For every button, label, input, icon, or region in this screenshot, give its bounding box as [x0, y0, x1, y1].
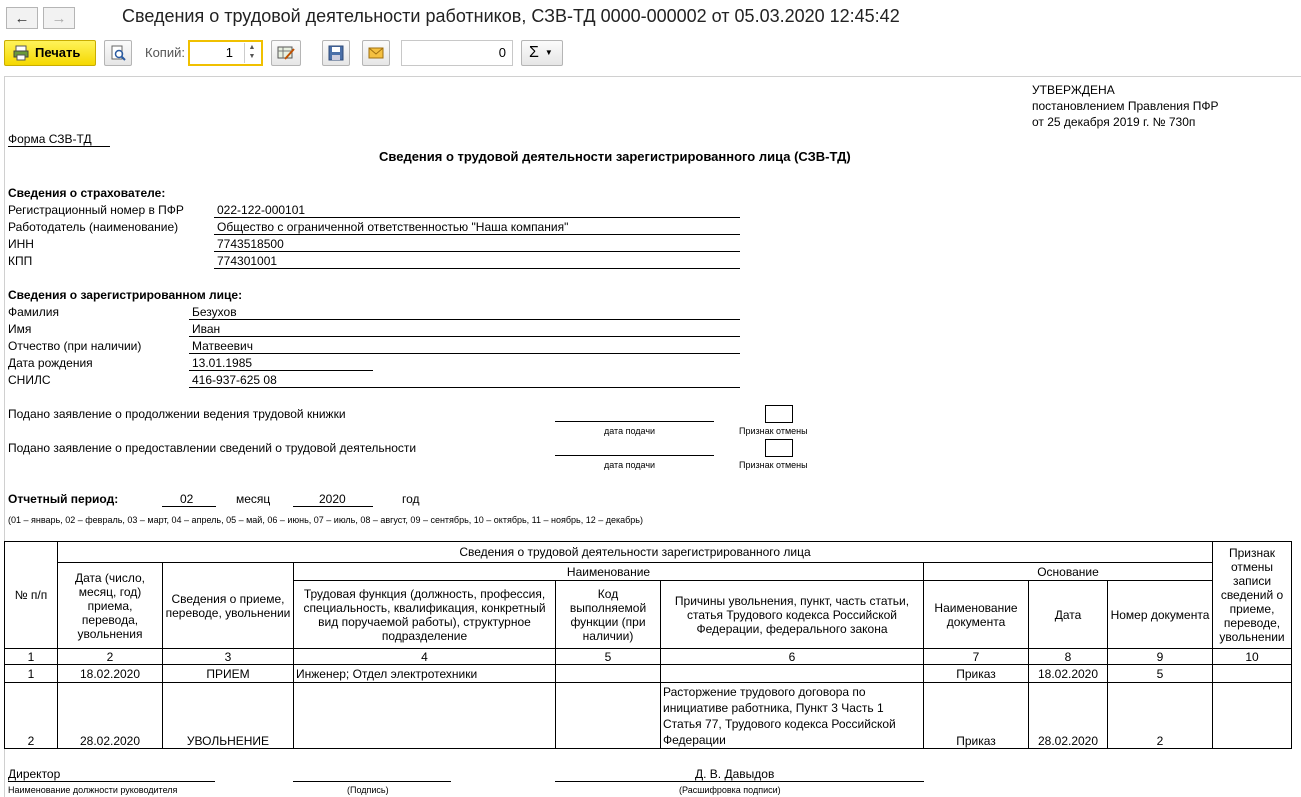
signer-name: Д. В. Давыдов — [695, 767, 775, 781]
signature-line — [293, 781, 451, 782]
period-hint: (01 – январь, 02 – февраль, 03 – март, 04 – апрель, 05 – май, 06 – июнь, 07 – июль, 08 – август, 09 – сентябрь, 10 – октябрь, 11 – ноябрь, 12 – декабрь) — [8, 515, 643, 525]
signature-caption: (Подпись) — [347, 785, 389, 795]
header-doc-name: Наименование документа — [924, 581, 1029, 649]
application-1-date-line — [555, 421, 714, 422]
col-num: 4 — [294, 649, 556, 665]
underline — [214, 217, 740, 218]
back-button[interactable] — [6, 7, 38, 29]
period-month: 02 — [180, 492, 194, 506]
row-doc-date: 18.02.2020 — [1029, 665, 1108, 683]
forward-button[interactable] — [43, 7, 75, 29]
header-name: Наименование — [294, 563, 924, 581]
employer-label: Работодатель (наименование) — [8, 220, 179, 234]
underline — [214, 268, 740, 269]
row-doc-name: Приказ — [924, 665, 1029, 683]
underline — [189, 336, 740, 337]
col-num: 7 — [924, 649, 1029, 665]
header-function: Трудовая функция (должность, профессия, специальность, квалификация, конкретный вид поручаемой работы), структурное подразделение — [294, 581, 556, 649]
row-reason — [661, 665, 924, 683]
cancel-caption: Признак отмены — [739, 426, 808, 436]
snils-label: СНИЛС — [8, 373, 51, 387]
copies-stepper[interactable] — [244, 43, 259, 63]
row-cancel — [1213, 665, 1292, 683]
send-email-button[interactable] — [362, 40, 390, 66]
signer-position: Директор — [8, 767, 61, 781]
col-num: 2 — [58, 649, 163, 665]
cancel-checkbox-1[interactable] — [765, 405, 793, 423]
forward-arrow-icon: → — [51, 10, 67, 27]
name-label: Имя — [8, 322, 32, 336]
chevron-down-icon: ▼ — [544, 48, 553, 58]
table-row — [5, 683, 1292, 749]
header-basis: Основание — [924, 563, 1213, 581]
patronymic-value: Матвеевич — [192, 339, 253, 353]
underline — [189, 387, 740, 388]
underline — [8, 781, 215, 782]
sum-button[interactable] — [521, 40, 563, 66]
row-function — [294, 683, 556, 749]
edit-result-button[interactable] — [271, 40, 301, 66]
header-cancel: Признак отмены записи сведений о приеме, переводе, увольнении — [1213, 542, 1292, 649]
header-number: № п/п — [5, 542, 58, 649]
approved-title: УТВЕРЖДЕНА — [1032, 83, 1115, 97]
underline — [555, 781, 924, 782]
copies-input[interactable] — [188, 40, 263, 66]
name-value: Иван — [192, 322, 221, 336]
year-label: год — [402, 492, 420, 506]
table-row — [5, 665, 1292, 683]
row-function: Инженер; Отдел электротехники — [294, 665, 556, 683]
stepper-down-icon[interactable]: ▼ — [248, 53, 256, 60]
title-bar — [0, 0, 1301, 36]
copies-label: Копий: — [145, 45, 185, 60]
birth-value: 13.01.1985 — [192, 356, 253, 370]
employment-table — [4, 541, 1292, 749]
header-doc-date: Дата — [1029, 581, 1108, 649]
header-main: Сведения о трудовой деятельности зарегистрированного лица — [58, 542, 1213, 563]
save-icon — [328, 45, 344, 61]
row-number: 1 — [5, 665, 58, 683]
row-cancel — [1213, 683, 1292, 749]
column-number-row — [5, 649, 1292, 665]
col-num: 9 — [1108, 649, 1213, 665]
underline — [189, 370, 373, 371]
save-button[interactable] — [322, 40, 350, 66]
back-arrow-icon: ← — [14, 10, 30, 27]
row-date: 28.02.2020 — [58, 683, 163, 749]
header-doc-number: Номер документа — [1108, 581, 1213, 649]
inn-value: 7743518500 — [217, 237, 284, 251]
reg-number-label: Регистрационный номер в ПФР — [8, 203, 184, 217]
period-year: 2020 — [319, 492, 346, 506]
approved-line-1: постановлением Правления ПФР — [1032, 99, 1219, 113]
header-reason: Причины увольнения, пункт, часть статьи, статья Трудового кодекса Российской Федерации, федерального закона — [661, 581, 924, 649]
row-code — [556, 683, 661, 749]
underline — [214, 234, 740, 235]
underline — [189, 319, 740, 320]
snils-value: 416-937-625 08 — [192, 373, 277, 387]
row-event: ПРИЕМ — [163, 665, 294, 683]
form-underline — [8, 146, 110, 147]
sum-value-field[interactable] — [401, 40, 513, 66]
preview-icon — [110, 45, 126, 61]
row-event: УВОЛЬНЕНИЕ — [163, 683, 294, 749]
position-caption: Наименование должности руководителя — [8, 785, 178, 795]
window-title: Сведения о трудовой деятельности работников, СЗВ-ТД 0000-000002 от 05.03.2020 12:45:42 — [122, 6, 900, 26]
underline — [162, 506, 216, 507]
surname-value: Безухов — [192, 305, 237, 319]
underline — [293, 506, 373, 507]
print-label: Печать — [35, 45, 81, 60]
envelope-icon — [368, 45, 384, 61]
kpp-value: 774301001 — [217, 254, 278, 268]
month-label: месяц — [236, 492, 271, 506]
stepper-up-icon[interactable]: ▲ — [248, 44, 256, 51]
cancel-caption: Признак отмены — [739, 460, 808, 470]
inn-label: ИНН — [8, 237, 34, 251]
person-heading: Сведения о зарегистрированном лице: — [8, 288, 243, 302]
application-1-text: Подано заявление о продолжении ведения трудовой книжки — [8, 407, 346, 421]
printer-icon — [13, 45, 29, 61]
row-code — [556, 665, 661, 683]
row-doc-date: 28.02.2020 — [1029, 683, 1108, 749]
preview-button[interactable] — [104, 40, 132, 66]
document-heading: Сведения о трудовой деятельности зарегистрированного лица (СЗВ-ТД) — [379, 149, 851, 164]
reg-number-value: 022-122-000101 — [217, 203, 306, 217]
col-num: 8 — [1029, 649, 1108, 665]
employer-value: Общество с ограниченной ответственностью "Наша компания" — [217, 220, 569, 234]
kpp-label: КПП — [8, 254, 33, 268]
row-number: 2 — [5, 683, 58, 749]
col-num: 1 — [5, 649, 58, 665]
approved-line-2: от 25 декабря 2019 г. № 730п — [1032, 115, 1196, 129]
table-edit-icon — [277, 45, 295, 61]
row-reason: Расторжение трудового договора по инициативе работника, Пункт 3 Часть 1 Статья 77, Трудового кодекса Российской Федерации — [661, 683, 924, 749]
row-doc-name: Приказ — [924, 683, 1029, 749]
row-doc-number: 2 — [1108, 683, 1213, 749]
row-doc-number: 5 — [1108, 665, 1213, 683]
form-label: Форма СЗВ-ТД — [8, 132, 92, 146]
sigma-icon: Σ — [529, 44, 539, 61]
row-date: 18.02.2020 — [58, 665, 163, 683]
name-caption: (Расшифровка подписи) — [679, 785, 781, 795]
insurer-heading: Сведения о страхователе: — [8, 186, 166, 200]
birth-label: Дата рождения — [8, 356, 93, 370]
cancel-checkbox-2[interactable] — [765, 439, 793, 457]
copies-value: 1 — [225, 45, 233, 60]
surname-label: Фамилия — [8, 305, 59, 319]
underline — [189, 353, 740, 354]
col-num: 3 — [163, 649, 294, 665]
sum-value: 0 — [498, 45, 506, 60]
header-date: Дата (число, месяц, год) приема, перевода, увольнения — [58, 563, 163, 649]
header-code: Код выполняемой функции (при наличии) — [556, 581, 661, 649]
patronymic-label: Отчество (при наличии) — [8, 339, 142, 353]
application-2-text: Подано заявление о предоставлении сведений о трудовой деятельности — [8, 441, 417, 455]
application-2-date-line — [555, 455, 714, 456]
date-caption: дата подачи — [604, 426, 656, 436]
col-num: 5 — [556, 649, 661, 665]
col-num: 10 — [1213, 649, 1292, 665]
period-label: Отчетный период: — [8, 492, 119, 506]
col-num: 6 — [661, 649, 924, 665]
toolbar — [0, 36, 1301, 72]
underline — [214, 251, 740, 252]
print-button[interactable] — [4, 40, 96, 66]
date-caption: дата подачи — [604, 460, 656, 470]
header-info: Сведения о приеме, переводе, увольнении — [163, 563, 294, 649]
